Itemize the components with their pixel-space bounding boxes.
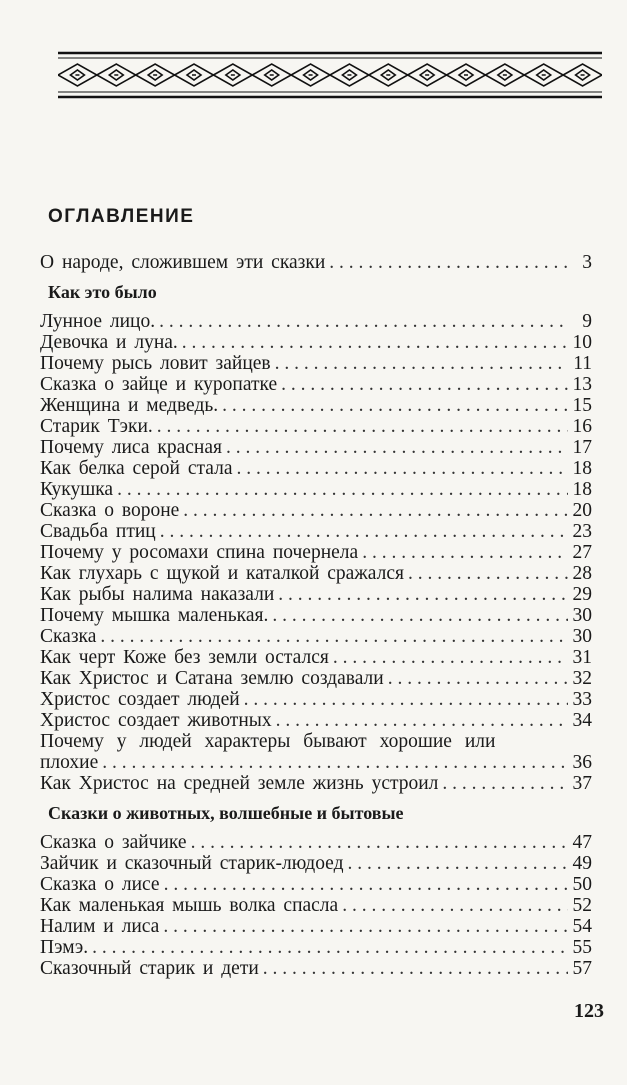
- toc-entry[interactable]: [40, 563, 592, 584]
- entry-title: Зайчик и сказочный старик-людоед: [40, 853, 344, 874]
- entry-title: О народе, сложившем эти сказки: [40, 252, 326, 273]
- toc-entry[interactable]: [40, 311, 592, 332]
- table-of-contents: [40, 252, 592, 979]
- toc-entry[interactable]: [40, 958, 592, 979]
- dot-leader: [182, 332, 568, 353]
- ornament-border: [58, 50, 602, 100]
- dot-leader: [362, 542, 568, 563]
- ornament-inner: [70, 70, 84, 80]
- toc-entry[interactable]: [40, 437, 592, 458]
- toc-entry[interactable]: [40, 395, 592, 416]
- entry-title: Почему у росомахи спина почернела: [40, 542, 359, 563]
- entry-title: Почему рысь ловит зайцев: [40, 353, 271, 374]
- toc-entry[interactable]: [40, 710, 592, 731]
- dot-leader: [388, 668, 568, 689]
- entry-page: 17: [572, 437, 592, 458]
- entry-page: 9: [582, 311, 592, 332]
- entry-title: Сказка о лисе: [40, 874, 160, 895]
- dot-leader: [237, 458, 569, 479]
- ornament-inner: [381, 70, 395, 80]
- toc-entry[interactable]: [40, 916, 592, 937]
- entry-title: Как черт Коже без земли остался: [40, 647, 329, 668]
- toc-entry[interactable]: [40, 542, 592, 563]
- dot-leader: [163, 916, 568, 937]
- dot-leader: [329, 252, 568, 273]
- dot-leader: [281, 374, 568, 395]
- toc-entry[interactable]: [40, 752, 592, 773]
- dot-leader: [102, 752, 568, 773]
- toc-entry-intro[interactable]: [40, 252, 592, 273]
- entry-title: Лунное лицо.: [40, 311, 156, 332]
- entry-page: 18: [572, 479, 592, 500]
- entry-title: Сказочный старик и дети: [40, 958, 259, 979]
- entry-title: Сказка о зайце и куропатке: [40, 374, 278, 395]
- entry-page: 30: [572, 605, 592, 626]
- ornament-inner: [304, 70, 318, 80]
- entry-page: 32: [572, 668, 592, 689]
- entry-page: 54: [572, 916, 592, 937]
- entry-title: Женщина и медведь.: [40, 395, 219, 416]
- toc-entry[interactable]: [40, 689, 592, 710]
- page-number: 123: [574, 1000, 604, 1022]
- entry-title: Пэмэ.: [40, 937, 89, 958]
- entry-page: 36: [572, 752, 592, 773]
- entry-title: Как маленькая мышь волка спасла: [40, 895, 339, 916]
- toc-entry[interactable]: [40, 895, 592, 916]
- entry-page: 10: [572, 332, 592, 353]
- toc-entry[interactable]: [40, 332, 592, 353]
- ornament-inner: [265, 70, 279, 80]
- entry-page: 11: [573, 353, 592, 374]
- toc-heading: ОГЛАВЛЕНИЕ: [48, 206, 195, 227]
- dot-leader: [164, 874, 568, 895]
- toc-entry[interactable]: [40, 605, 592, 626]
- ornament-inner: [420, 70, 434, 80]
- entry-page: 47: [572, 832, 592, 853]
- toc-entry[interactable]: [40, 500, 592, 521]
- dot-leader: [100, 626, 568, 647]
- dot-leader: [226, 437, 568, 458]
- entry-title: Как белка серой стала: [40, 458, 233, 479]
- ornament-inner: [576, 70, 590, 80]
- entry-title: Христос создает животных: [40, 710, 272, 731]
- entry-title: Сказка: [40, 626, 97, 647]
- dot-leader: [160, 521, 568, 542]
- toc-entry[interactable]: [40, 521, 592, 542]
- toc-entry[interactable]: [40, 458, 592, 479]
- entry-page: 23: [572, 521, 592, 542]
- dot-leader: [263, 958, 568, 979]
- entry-page: 27: [572, 542, 592, 563]
- entry-page: 55: [572, 937, 592, 958]
- dot-leader: [159, 311, 568, 332]
- entry-title: Старик Тэки.: [40, 416, 153, 437]
- toc-entry[interactable]: [40, 584, 592, 605]
- dot-leader: [278, 584, 568, 605]
- section-title: Как это было: [48, 282, 157, 302]
- dot-leader: [272, 605, 568, 626]
- toc-entry[interactable]: [40, 353, 592, 374]
- ornament-inner: [537, 70, 551, 80]
- entry-page: 28: [572, 563, 592, 584]
- section-title: Сказки о животных, волшебные и бытовые: [48, 803, 404, 823]
- toc-entry[interactable]: [40, 773, 592, 794]
- dot-leader: [276, 710, 568, 731]
- dot-leader: [333, 647, 568, 668]
- entry-page: 3: [582, 252, 592, 273]
- toc-entry[interactable]: [40, 416, 592, 437]
- toc-entry[interactable]: [40, 626, 592, 647]
- dot-leader: [442, 773, 568, 794]
- entry-page: 18: [572, 458, 592, 479]
- entry-page: 49: [572, 853, 592, 874]
- entry-page: 16: [572, 416, 592, 437]
- entry-title: Почему мышка маленькая.: [40, 605, 269, 626]
- ornament-inner: [148, 70, 162, 80]
- entry-title: Сказка о зайчике: [40, 832, 187, 853]
- entry-page: 34: [572, 710, 592, 731]
- section-2-entries: [40, 832, 592, 979]
- entry-page: 30: [572, 626, 592, 647]
- toc-entry[interactable]: [40, 874, 592, 895]
- entry-page: 52: [572, 895, 592, 916]
- entry-title: Свадьба птиц: [40, 521, 156, 542]
- toc-entry[interactable]: [40, 479, 592, 500]
- dot-leader: [348, 853, 569, 874]
- toc-entry[interactable]: [40, 668, 592, 689]
- entry-page: 20: [572, 500, 592, 521]
- entry-title: Христос создает людей: [40, 689, 240, 710]
- dot-leader: [244, 689, 568, 710]
- entry-title: плохие: [40, 752, 99, 773]
- dot-leader: [183, 500, 568, 521]
- ornament-inner: [498, 70, 512, 80]
- entry-title: Как Христос и Сатана землю создавали: [40, 668, 384, 689]
- entry-title: Налим и лиса: [40, 916, 160, 937]
- entry-page: 29: [572, 584, 592, 605]
- dot-leader: [157, 416, 568, 437]
- entry-page: 31: [572, 647, 592, 668]
- ornament-inner: [187, 70, 201, 80]
- toc-entry[interactable]: [40, 374, 592, 395]
- entry-title: Сказка о вороне: [40, 500, 180, 521]
- dot-leader: [117, 479, 568, 500]
- entry-title: Как глухарь с щукой и каталкой сражался: [40, 563, 404, 584]
- toc-entry[interactable]: [40, 937, 592, 958]
- dot-leader: [92, 937, 568, 958]
- toc-entry[interactable]: [40, 832, 592, 853]
- ornament-inner: [342, 70, 356, 80]
- ornament-inner: [109, 70, 123, 80]
- entry-page: 57: [572, 958, 592, 979]
- entry-title: Как рыбы налима наказали: [40, 584, 275, 605]
- entry-title: Как Христос на средней земле жизнь устроил: [40, 773, 439, 794]
- dot-leader: [342, 895, 568, 916]
- entry-title: Почему у людей характеры бывают хорошие или: [40, 731, 496, 752]
- entry-page: 15: [572, 395, 592, 416]
- ornament-inner: [226, 70, 240, 80]
- entry-page: 13: [572, 374, 592, 395]
- entry-title: Почему лиса красная: [40, 437, 222, 458]
- entry-page: 37: [572, 773, 592, 794]
- entry-title: Кукушка: [40, 479, 114, 500]
- dot-leader: [222, 395, 568, 416]
- toc-entry[interactable]: [40, 853, 592, 874]
- toc-entry[interactable]: [40, 647, 592, 668]
- entry-title: Девочка и луна.: [40, 332, 178, 353]
- section-1-entries: [40, 311, 592, 794]
- toc-entry-line[interactable]: [40, 731, 592, 752]
- dot-leader: [191, 832, 568, 853]
- dot-leader: [275, 353, 568, 374]
- entry-page: 50: [572, 874, 592, 895]
- ornament-inner: [459, 70, 473, 80]
- entry-page: 33: [572, 689, 592, 710]
- dot-leader: [408, 563, 568, 584]
